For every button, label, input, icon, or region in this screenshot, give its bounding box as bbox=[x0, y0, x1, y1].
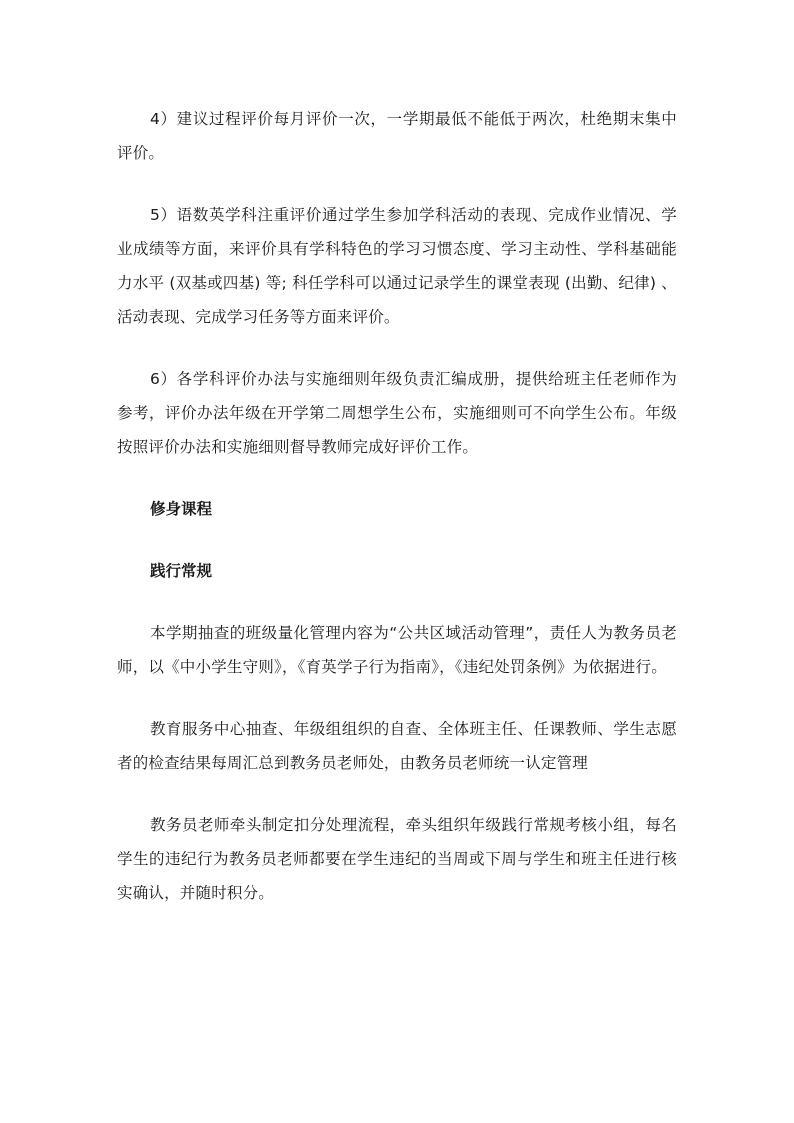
paragraph-4: 4）建议过程评价每月评价一次，一学期最低不能低于两次，杜绝期末集中评价。 bbox=[117, 110, 677, 162]
heading-practice-routine: 践行常规 bbox=[150, 562, 213, 580]
paragraph-6: 6）各学科评价办法与实施细则年级负责汇编成册，提供给班主任老师作为参考，评价办法年级在开学第二周想学生公布，实施细则可不向学生公布。年级按照评价办法和实施细则督导教师完成好评价工作。 bbox=[117, 370, 677, 456]
paragraph-5: 5）语数英学科注重评价通过学生参加学科活动的表现、完成作业情况、学业成绩等方面，来评价具有学科特色的学习习惯态度、学习主动性、学科基础能力水平 (双基或四基) 等; 科任学科可以通过记录学生的课堂表现 (出勤、纪律) 、活动表现、完成学习任务等方面来评价。 bbox=[117, 206, 677, 326]
document-body bbox=[117, 102, 677, 910]
paragraph-inspection-summary: 教育服务中心抽查、年级组组织的自查、全体班主任、任课教师、学生志愿者的检查结果每周汇总到教务员老师处，由教务员老师统一认定管理 bbox=[117, 720, 677, 772]
heading-self-cultivation: 修身课程 bbox=[150, 500, 213, 518]
paragraph-class-management: 本学期抽查的班级量化管理内容为“公共区域活动管理”，责任人为教务员老师，以《中小学生守则》，《育英学子行为指南》，《违纪处罚条例》为依据进行。 bbox=[117, 624, 677, 676]
paragraph-deduction-process: 教务员老师牵头制定扣分处理流程，牵头组织年级践行常规考核小组，每名学生的违纪行为教务员老师都要在学生违纪的当周或下周与学生和班主任进行核实确认，并随时积分。 bbox=[117, 816, 677, 902]
